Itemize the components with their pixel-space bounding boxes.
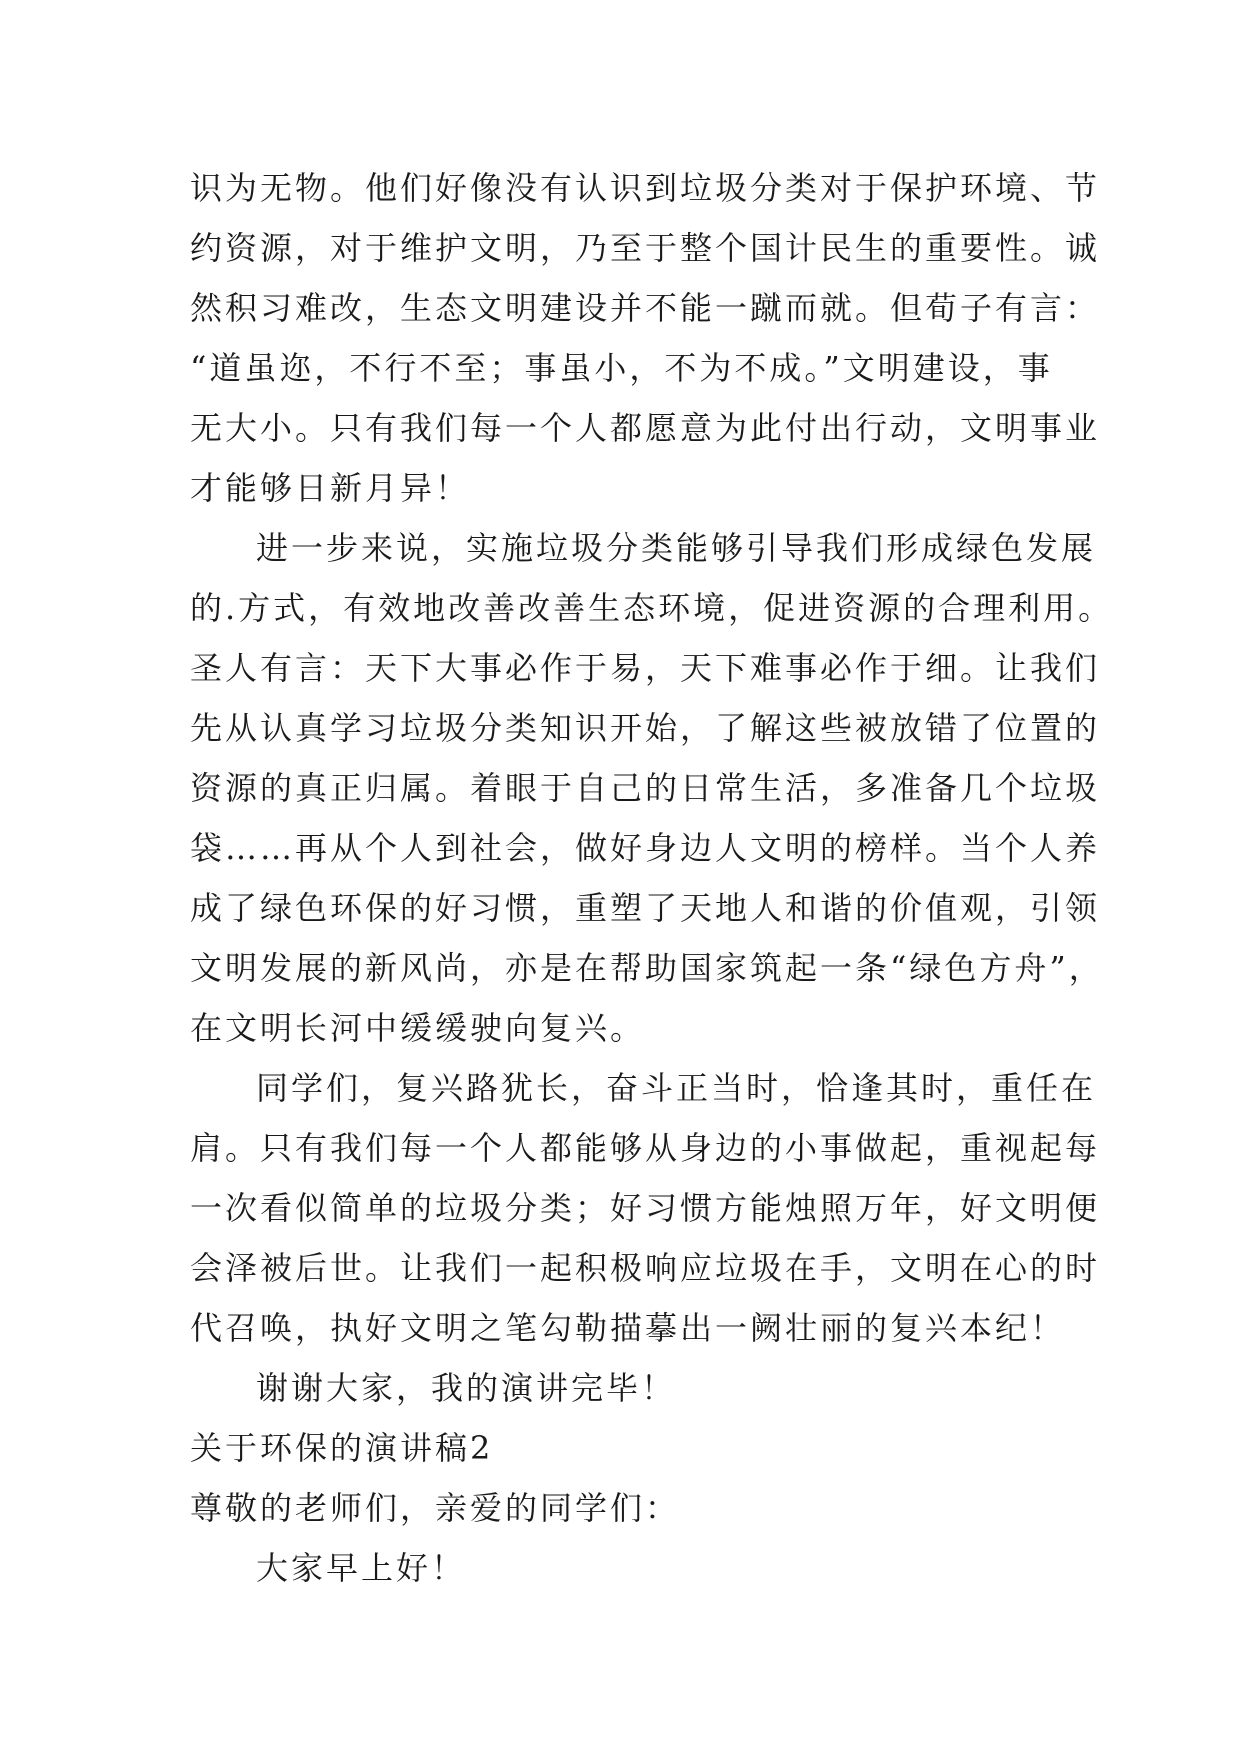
greeting: 大家早上好！	[256, 1549, 467, 1587]
text-line: “道虽迩，不行不至；事虽小，不为不成。”文明建设，事	[190, 349, 1053, 387]
text-line: 文明发展的新风尚，亦是在帮助国家筑起一条“绿色方舟”，	[190, 949, 1104, 987]
text-line: 在文明长河中缓缓驶向复兴。	[190, 1009, 646, 1047]
paragraph-first-line: 进一步来说，实施垃圾分类能够引导我们形成绿色发展	[256, 529, 1097, 567]
closing-line: 谢谢大家，我的演讲完毕！	[256, 1369, 677, 1407]
section-title: 关于环保的演讲稿2	[190, 1429, 494, 1467]
text-line: 一次看似简单的垃圾分类；好习惯方能烛照万年，好文明便	[190, 1189, 1101, 1227]
text-line: 成了绿色环保的好习惯，重塑了天地人和谐的价值观，引领	[190, 889, 1101, 927]
text-line: 无大小。只有我们每一个人都愿意为此付出行动，文明事业	[190, 409, 1101, 447]
text-line: 肩。只有我们每一个人都能够从身边的小事做起，重视起每	[190, 1129, 1101, 1167]
text-line: 识为无物。他们好像没有认识到垃圾分类对于保护环境、节	[190, 169, 1101, 207]
text-line: 的.方式，有效地改善改善生态环境，促进资源的合理利用。	[190, 589, 1114, 627]
text-line: 然积习难改，生态文明建设并不能一蹴而就。但荀子有言：	[190, 289, 1101, 327]
text-line: 袋……再从个人到社会，做好身边人文明的榜样。当个人养	[190, 829, 1101, 867]
salutation: 尊敬的老师们，亲爱的同学们：	[190, 1489, 681, 1527]
paragraph-first-line: 同学们，复兴路犹长，奋斗正当时，恰逢其时，重任在	[256, 1069, 1097, 1107]
text-line: 先从认真学习垃圾分类知识开始，了解这些被放错了位置的	[190, 709, 1101, 747]
text-line: 约资源，对于维护文明，乃至于整个国计民生的重要性。诚	[190, 229, 1101, 267]
text-line: 资源的真正归属。着眼于自己的日常生活，多准备几个垃圾	[190, 769, 1101, 807]
text-line: 会泽被后世。让我们一起积极响应垃圾在手，文明在心的时	[190, 1249, 1101, 1287]
text-line: 才能够日新月异！	[190, 469, 471, 507]
text-line: 圣人有言：天下大事必作于易，天下难事必作于细。让我们	[190, 649, 1101, 687]
text-line: 代召唤，执好文明之笔勾勒描摹出一阙壮丽的复兴本纪！	[190, 1309, 1066, 1347]
